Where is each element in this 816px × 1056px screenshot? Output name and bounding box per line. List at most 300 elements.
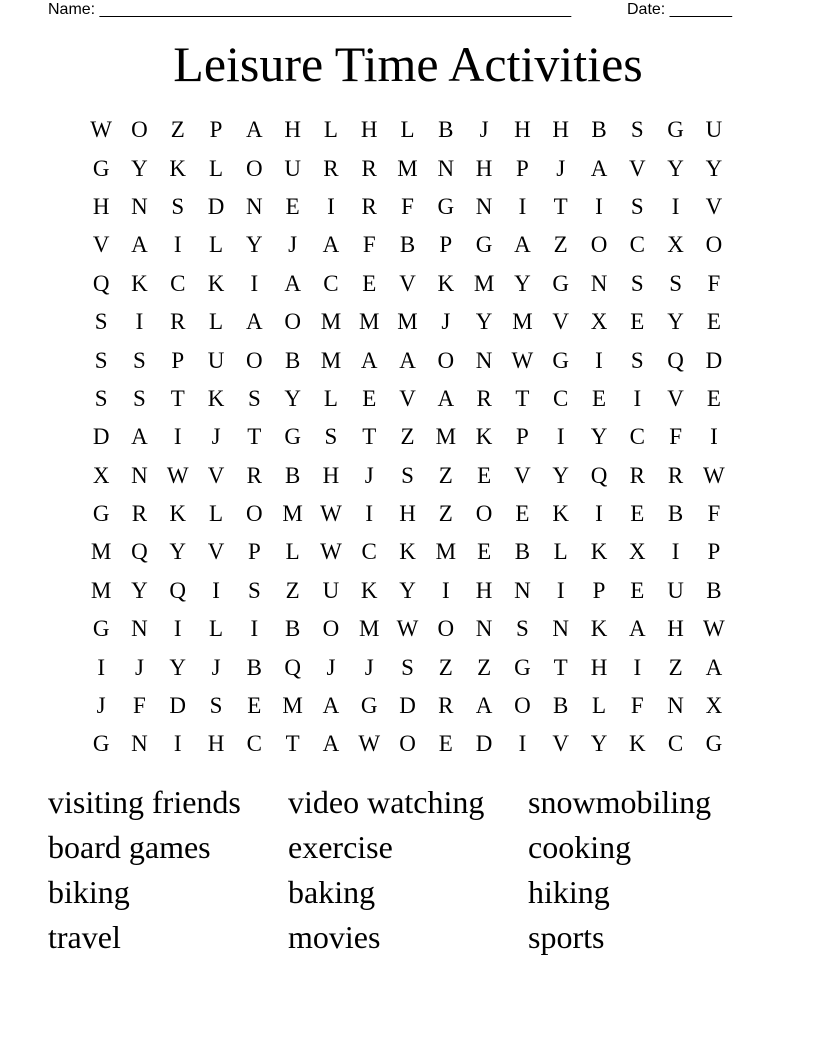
grid-cell: W: [90, 117, 112, 143]
grid-cell: F: [362, 232, 376, 258]
grid-cell: Q: [284, 654, 301, 680]
grid-cell: W: [320, 539, 342, 565]
grid-cell: H: [475, 577, 493, 603]
grid-cell: F: [669, 424, 682, 450]
grid-cell: T: [247, 424, 262, 450]
grid-cell: Q: [92, 270, 110, 296]
grid-cell: L: [209, 501, 224, 527]
word-list-item: hiking: [528, 874, 610, 910]
grid-cell: V: [667, 385, 684, 411]
grid-cell: S: [209, 693, 223, 719]
grid-cell: I: [135, 309, 144, 335]
grid-cell: Z: [438, 501, 453, 527]
grid-cell: M: [397, 309, 418, 335]
grid-cell: R: [131, 501, 148, 527]
grid-cell: O: [705, 232, 723, 258]
grid-cell: D: [92, 424, 110, 450]
grid-cell: H: [207, 731, 225, 757]
grid-cell: K: [169, 501, 187, 527]
grid-cell: C: [170, 270, 186, 296]
grid-cell: L: [209, 232, 224, 258]
grid-cell: M: [359, 309, 380, 335]
word-list-item: visiting friends: [48, 784, 241, 820]
word-list-item: biking: [48, 874, 130, 910]
grid-cell: E: [630, 309, 645, 335]
grid-cell: T: [170, 385, 185, 411]
grid-cell: Y: [667, 155, 684, 181]
grid-cell: S: [516, 616, 529, 642]
grid-cell: H: [475, 155, 493, 181]
grid-cell: B: [284, 616, 301, 642]
grid-cell: I: [671, 193, 680, 219]
grid-cell: B: [667, 501, 684, 527]
grid-cell: F: [707, 501, 721, 527]
grid-cell: O: [437, 616, 455, 642]
grid-cell: J: [556, 155, 566, 181]
grid-cell: K: [552, 501, 570, 527]
grid-cell: O: [284, 309, 301, 335]
grid-cell: H: [360, 117, 378, 143]
grid-cell: H: [284, 117, 301, 143]
grid-cell: B: [284, 347, 301, 373]
grid-cell: Y: [169, 654, 187, 680]
grid-cell: I: [595, 501, 603, 527]
grid-cell: E: [515, 501, 530, 527]
grid-cell: Y: [246, 232, 263, 258]
grid-cell: Z: [668, 654, 683, 680]
grid-cell: J: [479, 117, 489, 143]
grid-cell: G: [514, 654, 531, 680]
grid-cell: S: [247, 385, 261, 411]
grid-cell: A: [322, 693, 340, 719]
grid-cell: E: [438, 731, 453, 757]
grid-cell: X: [667, 232, 684, 258]
grid-cell: O: [475, 501, 493, 527]
grid-cell: D: [169, 693, 187, 719]
grid-cell: F: [133, 693, 146, 719]
word-list: [48, 780, 768, 960]
grid-cell: S: [401, 462, 414, 488]
grid-cell: Z: [438, 654, 453, 680]
grid-cell: B: [514, 539, 531, 565]
grid-cell: R: [323, 155, 339, 181]
grid-cell: A: [246, 117, 263, 143]
grid-cell: U: [207, 347, 225, 373]
grid-cell: Z: [400, 424, 415, 450]
grid-cell: K: [360, 577, 378, 603]
grid-cell: I: [173, 424, 182, 450]
grid-cell: D: [705, 347, 723, 373]
grid-cell: B: [284, 462, 301, 488]
letter-grid: [82, 111, 733, 764]
grid-cell: I: [671, 539, 680, 565]
grid-cell: T: [515, 385, 530, 411]
grid-cell: C: [629, 424, 645, 450]
grid-cell: A: [284, 270, 301, 296]
grid-cell: I: [556, 424, 565, 450]
grid-cell: F: [630, 693, 644, 719]
grid-cell: I: [710, 424, 718, 450]
grid-cell: N: [131, 616, 148, 642]
grid-cell: H: [92, 193, 110, 219]
grid-cell: R: [246, 462, 262, 488]
grid-cell: W: [703, 462, 725, 488]
grid-cell: I: [173, 616, 182, 642]
grid-cell: G: [552, 270, 570, 296]
grid-cell: O: [437, 347, 455, 373]
grid-cell: R: [438, 693, 454, 719]
grid-cell: H: [514, 117, 531, 143]
grid-cell: P: [516, 424, 529, 450]
grid-cell: V: [628, 155, 646, 181]
grid-cell: C: [246, 731, 262, 757]
grid-cell: I: [595, 193, 603, 219]
grid-cell: Q: [590, 462, 608, 488]
grid-cell: X: [590, 309, 608, 335]
grid-cell: P: [171, 347, 185, 373]
grid-cell: A: [514, 232, 531, 258]
grid-cell: Y: [284, 385, 301, 411]
grid-cell: I: [173, 731, 182, 757]
grid-cell: L: [591, 693, 607, 719]
grid-cell: G: [437, 193, 455, 219]
grid-cell: M: [473, 270, 495, 296]
word-list-item: travel: [48, 919, 121, 955]
grid-cell: A: [131, 232, 148, 258]
grid-cell: M: [90, 577, 112, 603]
grid-cell: W: [320, 501, 342, 527]
grid-cell: Y: [705, 155, 723, 181]
grid-cell: V: [207, 462, 225, 488]
grid-cell: G: [92, 731, 110, 757]
grid-cell: W: [396, 616, 419, 642]
page-title: Leisure Time Activities: [173, 36, 643, 92]
grid-cell: D: [475, 731, 493, 757]
grid-cell: N: [552, 616, 570, 642]
grid-cell: A: [628, 616, 646, 642]
grid-cell: C: [667, 731, 684, 757]
grid-cell: S: [133, 347, 146, 373]
word-list-item: baking: [288, 874, 376, 910]
name-field: Name: _____________________________________________________: [48, 1, 572, 18]
grid-cell: S: [171, 193, 185, 219]
grid-cell: N: [437, 155, 455, 181]
grid-cell: S: [630, 117, 644, 143]
grid-cell: C: [323, 270, 339, 296]
grid-cell: W: [511, 347, 534, 373]
grid-cell: R: [476, 385, 492, 411]
grid-cell: N: [131, 462, 148, 488]
grid-cell: O: [514, 693, 531, 719]
word-list-item: board games: [48, 829, 211, 865]
grid-cell: K: [207, 385, 225, 411]
grid-cell: Q: [667, 347, 684, 373]
grid-cell: M: [90, 539, 112, 565]
grid-cell: A: [322, 232, 340, 258]
grid-cell: J: [441, 309, 451, 335]
grid-cell: I: [556, 577, 565, 603]
grid-cell: L: [285, 539, 300, 565]
grid-cell: F: [401, 193, 414, 219]
grid-cell: S: [94, 385, 108, 411]
grid-cell: I: [327, 193, 335, 219]
grid-cell: E: [247, 693, 262, 719]
grid-cell: J: [96, 693, 106, 719]
grid-cell: N: [131, 193, 148, 219]
grid-cell: P: [516, 155, 529, 181]
grid-cell: I: [441, 577, 450, 603]
grid-cell: U: [322, 577, 340, 603]
grid-cell: Y: [475, 309, 493, 335]
grid-cell: Z: [553, 232, 568, 258]
grid-cell: Y: [169, 539, 187, 565]
grid-cell: L: [209, 309, 224, 335]
grid-cell: N: [514, 577, 531, 603]
grid-cell: M: [435, 424, 457, 450]
grid-cell: T: [285, 731, 300, 757]
grid-cell: J: [211, 654, 221, 680]
word-list-item: cooking: [528, 829, 632, 865]
grid-cell: Z: [285, 577, 300, 603]
grid-cell: Y: [667, 309, 684, 335]
grid-cell: R: [170, 309, 186, 335]
grid-cell: E: [706, 385, 721, 411]
grid-cell: R: [629, 462, 645, 488]
grid-cell: K: [169, 155, 187, 181]
grid-cell: E: [591, 385, 607, 411]
grid-cell: L: [209, 616, 224, 642]
grid-cell: X: [628, 539, 646, 565]
grid-cell: Q: [169, 577, 187, 603]
grid-cell: H: [552, 117, 570, 143]
grid-cell: E: [477, 539, 492, 565]
grid-cell: V: [552, 309, 570, 335]
grid-cell: E: [362, 385, 377, 411]
grid-cell: A: [475, 693, 493, 719]
grid-cell: V: [705, 193, 723, 219]
grid-cell: J: [326, 654, 336, 680]
word-list-item: exercise: [288, 829, 393, 865]
grid-cell: N: [475, 193, 493, 219]
grid-cell: K: [131, 270, 148, 296]
grid-cell: G: [705, 731, 723, 757]
grid-cell: S: [94, 347, 108, 373]
grid-cell: G: [92, 616, 110, 642]
grid-cell: K: [437, 270, 455, 296]
grid-cell: I: [633, 385, 642, 411]
grid-cell: J: [364, 654, 374, 680]
grid-cell: A: [437, 385, 455, 411]
grid-cell: N: [590, 270, 608, 296]
word-list-item: movies: [288, 919, 381, 955]
grid-cell: G: [475, 232, 493, 258]
grid-cell: S: [324, 424, 338, 450]
grid-cell: B: [246, 654, 262, 680]
grid-cell: V: [514, 462, 531, 488]
date-field: Date: _______: [627, 1, 732, 18]
grid-cell: A: [246, 309, 263, 335]
grid-cell: I: [365, 501, 374, 527]
grid-cell: I: [518, 731, 527, 757]
grid-cell: S: [247, 577, 261, 603]
grid-cell: E: [706, 309, 721, 335]
grid-cell: G: [284, 424, 301, 450]
grid-cell: K: [590, 539, 608, 565]
grid-cell: L: [209, 155, 224, 181]
grid-cell: J: [288, 232, 298, 258]
grid-cell: V: [399, 270, 416, 296]
grid-cell: S: [630, 193, 644, 219]
grid-cell: G: [92, 155, 110, 181]
grid-cell: U: [284, 155, 301, 181]
grid-cell: V: [207, 539, 225, 565]
grid-cell: I: [212, 577, 220, 603]
grid-cell: R: [667, 462, 684, 488]
grid-cell: V: [552, 731, 570, 757]
grid-cell: M: [512, 309, 533, 335]
grid-cell: C: [361, 539, 377, 565]
header-fields: [48, 0, 748, 20]
grid-cell: K: [207, 270, 225, 296]
grid-cell: K: [590, 616, 608, 642]
grid-cell: J: [134, 654, 144, 680]
grid-cell: E: [362, 270, 377, 296]
grid-cell: I: [633, 654, 642, 680]
grid-cell: X: [92, 462, 110, 488]
grid-cell: A: [705, 654, 723, 680]
grid-cell: M: [320, 347, 342, 373]
grid-cell: F: [707, 270, 721, 296]
grid-cell: I: [595, 347, 603, 373]
grid-cell: M: [320, 309, 342, 335]
grid-cell: W: [358, 731, 381, 757]
grid-cell: L: [323, 117, 338, 143]
grid-cell: E: [630, 577, 645, 603]
grid-cell: M: [435, 539, 457, 565]
grid-cell: A: [399, 347, 416, 373]
word-list-item: snowmobiling: [528, 784, 712, 820]
grid-cell: G: [360, 693, 378, 719]
word-list-item: sports: [528, 919, 605, 955]
grid-cell: Y: [131, 577, 148, 603]
grid-cell: B: [438, 117, 454, 143]
grid-cell: A: [590, 155, 608, 181]
grid-cell: S: [133, 385, 146, 411]
grid-cell: Z: [477, 654, 492, 680]
grid-cell: Q: [131, 539, 148, 565]
grid-cell: P: [209, 117, 223, 143]
grid-cell: C: [553, 385, 569, 411]
grid-cell: B: [706, 577, 722, 603]
grid-cell: K: [399, 539, 416, 565]
grid-cell: S: [669, 270, 682, 296]
grid-cell: Y: [131, 155, 148, 181]
grid-cell: N: [475, 347, 493, 373]
grid-cell: Y: [590, 731, 608, 757]
grid-cell: P: [707, 539, 721, 565]
grid-cell: I: [250, 270, 259, 296]
grid-cell: A: [360, 347, 378, 373]
grid-cell: R: [361, 155, 377, 181]
grid-cell: B: [591, 117, 607, 143]
grid-cell: W: [703, 616, 725, 642]
grid-cell: D: [207, 193, 225, 219]
grid-cell: H: [667, 616, 684, 642]
grid-cell: M: [359, 616, 380, 642]
grid-cell: B: [553, 693, 569, 719]
grid-cell: I: [518, 193, 527, 219]
grid-cell: W: [166, 462, 189, 488]
grid-cell: M: [282, 693, 303, 719]
grid-cell: T: [553, 654, 568, 680]
grid-cell: P: [592, 577, 606, 603]
grid-cell: Y: [590, 424, 608, 450]
grid-cell: L: [553, 539, 568, 565]
grid-cell: N: [667, 693, 684, 719]
grid-cell: N: [475, 616, 493, 642]
grid-cell: N: [131, 731, 148, 757]
grid-cell: G: [92, 501, 110, 527]
grid-cell: P: [439, 232, 453, 258]
grid-cell: O: [399, 731, 416, 757]
grid-cell: M: [397, 155, 418, 181]
grid-cell: L: [323, 385, 338, 411]
grid-cell: V: [399, 385, 416, 411]
grid-cell: Z: [170, 117, 185, 143]
grid-cell: M: [282, 501, 303, 527]
grid-cell: U: [667, 577, 684, 603]
grid-cell: V: [92, 232, 110, 258]
grid-cell: X: [705, 693, 723, 719]
grid-cell: K: [475, 424, 493, 450]
grid-cell: I: [250, 616, 259, 642]
grid-cell: J: [364, 462, 374, 488]
grid-cell: T: [553, 193, 568, 219]
grid-cell: G: [667, 117, 684, 143]
grid-cell: H: [322, 462, 340, 488]
grid-cell: O: [590, 232, 608, 258]
grid-cell: O: [322, 616, 340, 642]
grid-cell: Y: [552, 462, 570, 488]
grid-cell: O: [131, 117, 148, 143]
grid-cell: J: [211, 424, 221, 450]
grid-cell: U: [705, 117, 723, 143]
grid-cell: G: [552, 347, 570, 373]
grid-cell: Y: [399, 577, 416, 603]
grid-cell: S: [630, 270, 644, 296]
grid-cell: L: [400, 117, 415, 143]
grid-cell: A: [322, 731, 340, 757]
grid-cell: Y: [514, 270, 531, 296]
grid-cell: K: [628, 731, 646, 757]
grid-cell: O: [246, 501, 263, 527]
grid-cell: S: [94, 309, 108, 335]
grid-cell: S: [630, 347, 644, 373]
word-list-item: video watching: [288, 784, 485, 820]
grid-cell: O: [246, 347, 263, 373]
grid-cell: E: [630, 501, 645, 527]
grid-cell: C: [629, 232, 645, 258]
grid-cell: H: [399, 501, 416, 527]
grid-cell: H: [590, 654, 608, 680]
grid-cell: A: [131, 424, 148, 450]
grid-cell: I: [97, 654, 105, 680]
grid-cell: I: [173, 232, 182, 258]
grid-cell: N: [246, 193, 263, 219]
grid-cell: E: [285, 193, 300, 219]
grid-cell: R: [361, 193, 377, 219]
grid-cell: E: [477, 462, 492, 488]
